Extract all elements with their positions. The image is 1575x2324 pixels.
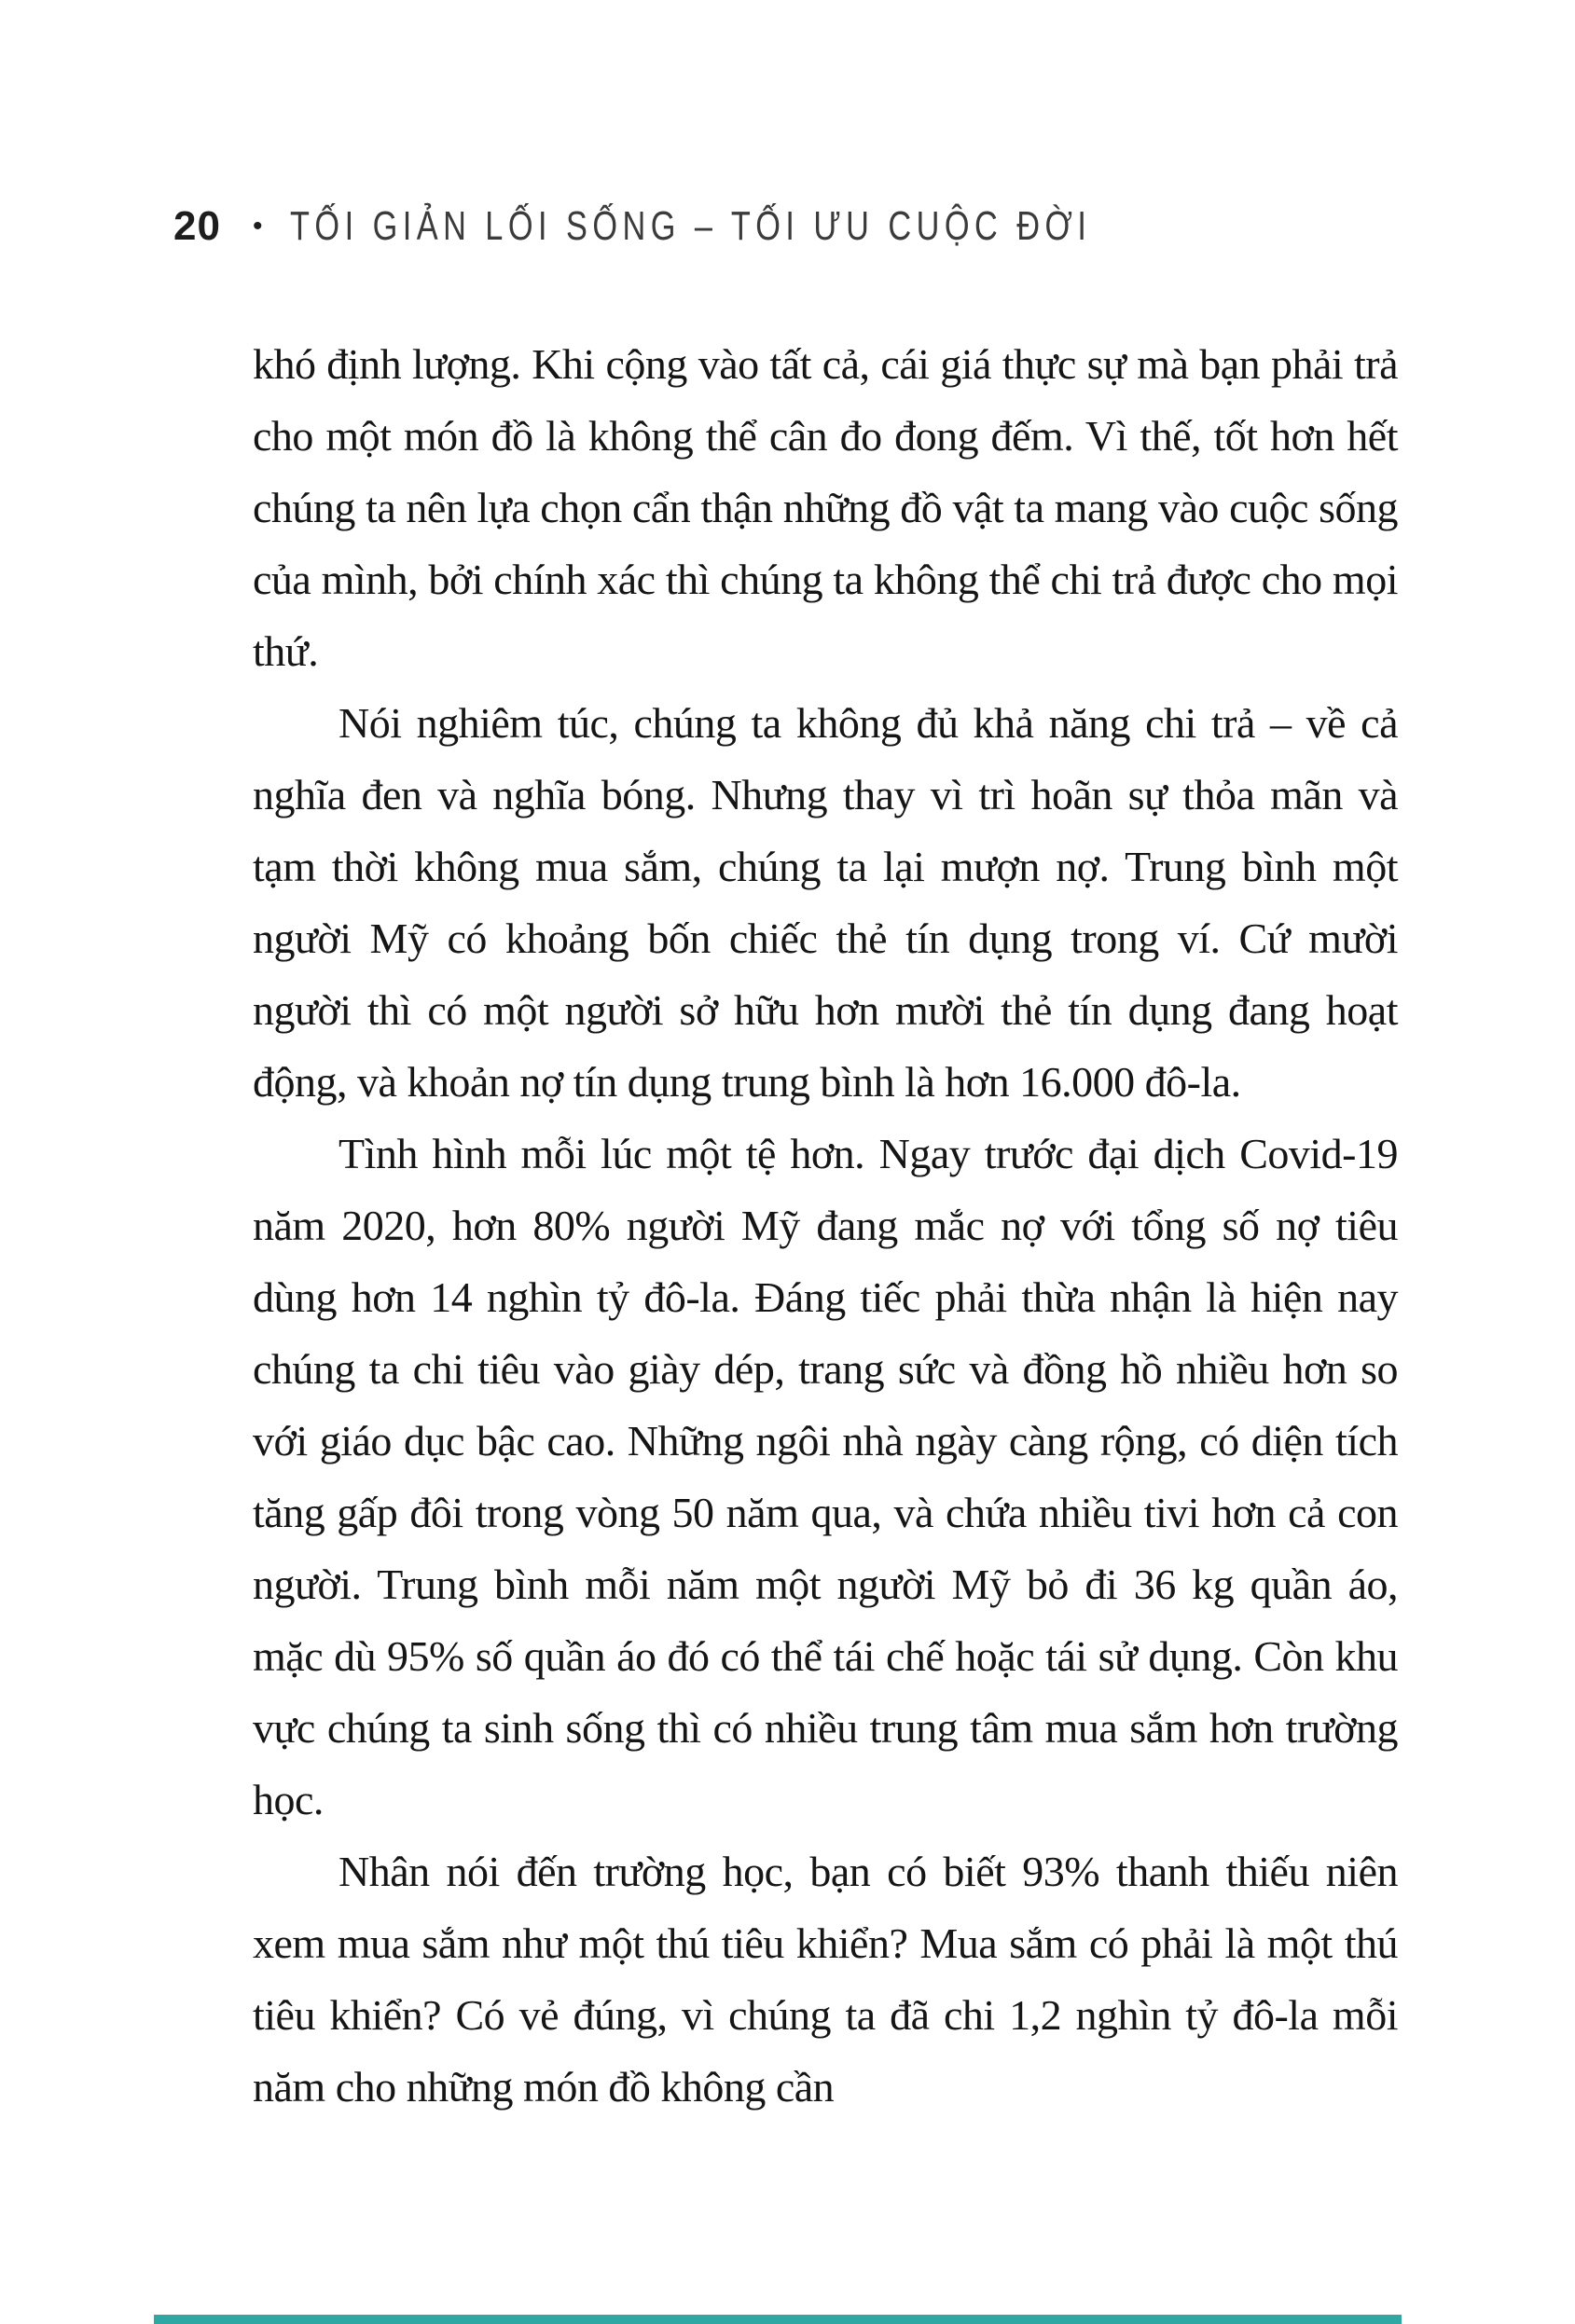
paragraph: Tình hình mỗi lúc một tệ hơn. Ngay trước đại dịch Covid-19 năm 2020, hơn 80% người Mỹ đang mắc nợ với tổng số nợ tiêu dùng hơn 14 nghìn tỷ đô-la. Đáng tiếc phải thừa nhận là hiện nay chúng ta chi tiêu vào giày dép, trang sức và đồng hồ nhiều hơn so với giáo dục bậc cao. Những ngôi nhà ngày càng rộng, có diện tích tăng gấp đôi trong vòng 50 năm qua, và chứa nhiều tivi hơn cả con người. Trung bình mỗi năm một người Mỹ bỏ đi 36 kg quần áo, mặc dù 95% số quần áo đó có thể tái chế hoặc tái sử dụng. Còn khu vực chúng ta sinh sống thì có nhiều trung tâm mua sắm hơn trường học. xyxy=(253,1130,1398,1823)
paragraph: khó định lượng. Khi cộng vào tất cả, cái giá thực sự mà bạn phải trả cho một món đồ là không thể cân đo đong đếm. Vì thế, tốt hơn hết chúng ta nên lựa chọn cẩn thận những đồ vật ta mang vào cuộc sống của mình, bởi chính xác thì chúng ta không thể chi trả được cho mọi thứ. xyxy=(253,340,1398,675)
body-text xyxy=(253,328,1398,2123)
paragraph: Nhân nói đến trường học, bạn có biết 93% thanh thiếu niên xem mua sắm như một thú tiêu khiển? Mua sắm có phải là một thú tiêu khiển? Có vẻ đúng, vì chúng ta đã chi 1,2 nghìn tỷ đô-la mỗi năm cho những món đồ không cần xyxy=(253,1848,1398,2111)
running-header xyxy=(173,203,1318,250)
page-number: 20 xyxy=(173,203,221,249)
running-title: TỐI GIẢN LỐI SỐNG – TỐI ƯU CUỘC ĐỜI xyxy=(290,203,1092,249)
paragraph: Nói nghiêm túc, chúng ta không đủ khả năng chi trả – về cả nghĩa đen và nghĩa bóng. Nhưng thay vì trì hoãn sự thỏa mãn và tạm thời không mua sắm, chúng ta lại mượn nợ. Trung bình một người Mỹ có khoảng bốn chiếc thẻ tín dụng trong ví. Cứ mười người thì có một người sở hữu hơn mười thẻ tín dụng đang hoạt động, và khoản nợ tín dụng trung bình là hơn 16.000 đô-la. xyxy=(253,699,1398,1106)
bullet-icon: • xyxy=(252,211,263,241)
footer-accent-band xyxy=(154,2315,1402,2324)
